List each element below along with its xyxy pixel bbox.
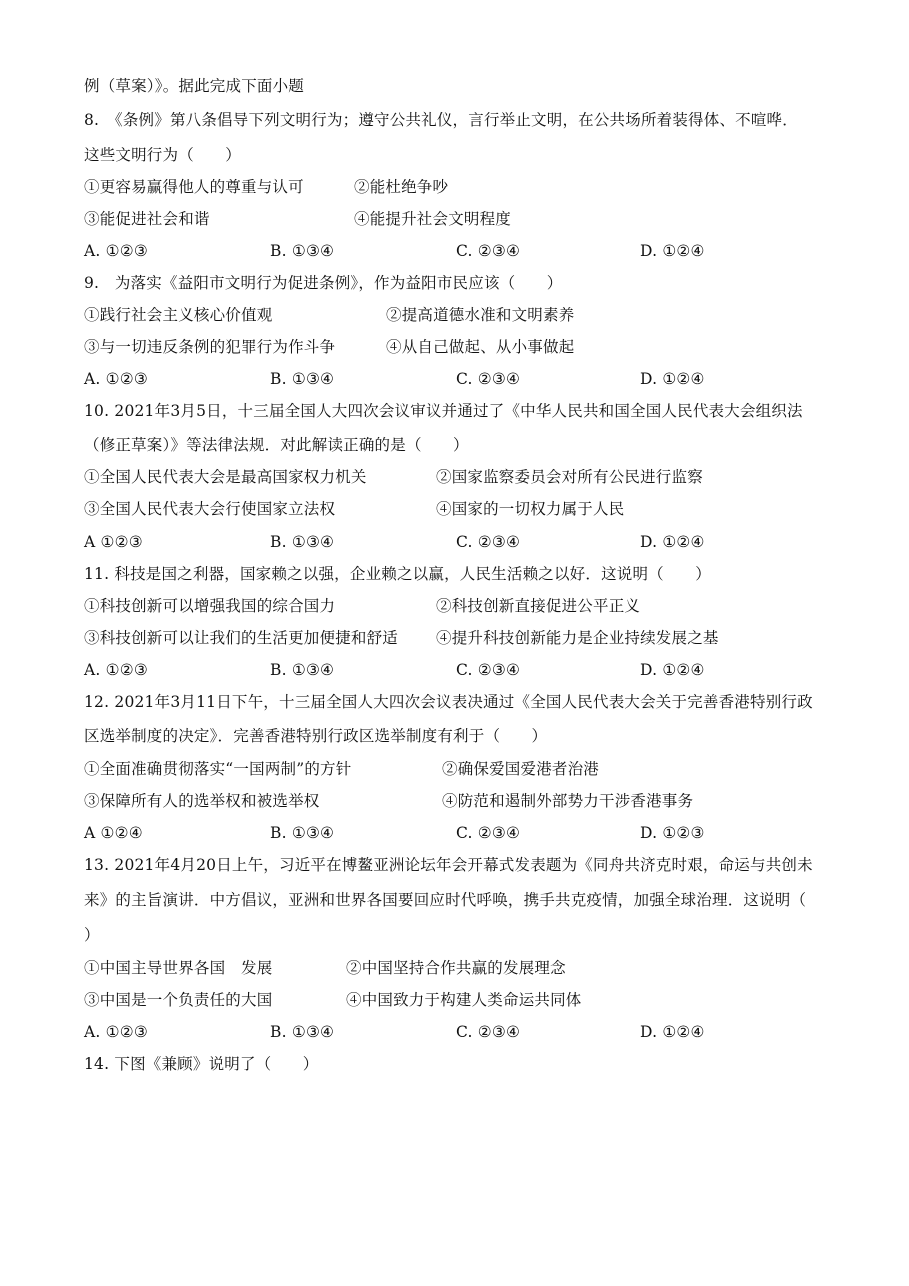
question-8-option-3: ③能促进社会和谐 — [84, 210, 210, 228]
question-10-option-2: ②国家监察委员会对所有公民进行监察 — [436, 468, 703, 486]
question-9-stem-line-1: 9. 为落实《益阳市文明行为促进条例》，作为益阳市民应该（ ） — [84, 274, 563, 292]
question-10-option-1: ①全国人民代表大会是最高国家权力机关 — [84, 468, 367, 486]
question-9-answer-c: C. ②③④ — [456, 370, 521, 388]
question-11-answer-b: B. ①③④ — [270, 661, 335, 679]
question-10-option-3: ③全国人民代表大会行使国家立法权 — [84, 500, 336, 518]
question-10-answer-d: D. ①②④ — [640, 533, 705, 551]
question-12-answer-a: A ①②④ — [84, 824, 143, 842]
question-12-option-4: ④防范和遏制外部势力干涉香港事务 — [442, 792, 694, 810]
question-9-option-2: ②提高道德水准和文明素养 — [386, 306, 575, 324]
question-11-answer-d: D. ①②④ — [640, 661, 705, 679]
question-12-option-2: ②确保爱国爱港者治港 — [442, 760, 600, 778]
question-10-stem-line-1: 10. 2021年3月5日，十三届全国人大四次会议审议并通过了《中华人民共和国全国人民代表大会组织法 — [84, 402, 803, 420]
question-11-option-1: ①科技创新可以增强我国的综合国力 — [84, 597, 336, 615]
question-12-answer-d: D. ①②③ — [640, 824, 705, 842]
question-10-stem-line-2: （修正草案）》等法律法规．对此解读正确的是（ ） — [84, 436, 469, 454]
question-8-answer-b: B. ①③④ — [270, 242, 335, 260]
question-9-answer-d: D. ①②④ — [640, 370, 705, 388]
question-13-stem-line-1: 13. 2021年4月20日上午，习近平在博鳌亚洲论坛年会开幕式发表题为《同舟共济克时艰，命运与共创未 — [84, 856, 813, 874]
question-13-stem-line-3: ） — [84, 926, 100, 944]
question-13-option-1: ①中国主导世界各国 发展 — [84, 959, 273, 977]
question-9-option-3: ③与一切违反条例的犯罪行为作斗争 — [84, 338, 336, 356]
question-10-answer-a: A ①②③ — [84, 533, 143, 551]
question-10-option-4: ④国家的一切权力属于人民 — [436, 500, 625, 518]
question-12-stem-line-2: 区选举制度的决定》．完善香港特别行政区选举制度有利于（ ） — [84, 727, 548, 745]
question-10-answer-b: B. ①③④ — [270, 533, 335, 551]
question-14-stem-line-1: 14. 下图《兼顾》说明了（ ） — [84, 1055, 319, 1073]
question-8-answer-c: C. ②③④ — [456, 242, 521, 260]
question-9-answer-b: B. ①③④ — [270, 370, 335, 388]
question-10-answer-c: C. ②③④ — [456, 533, 521, 551]
question-13-answer-d: D. ①②④ — [640, 1023, 705, 1041]
question-11-option-4: ④提升科技创新能力是企业持续发展之基 — [436, 629, 719, 647]
question-13-stem-line-2: 来》的主旨演讲．中方倡议，亚洲和世界各国要回应时代呼唤，携手共克疫情，加强全球治理．这说明（ — [84, 891, 807, 909]
question-13-answer-b: B. ①③④ — [270, 1023, 335, 1041]
question-13-option-4: ④中国致力于构建人类命运共同体 — [346, 991, 582, 1009]
question-9-option-1: ①践行社会主义核心价值观 — [84, 306, 273, 324]
question-11-answer-c: C. ②③④ — [456, 661, 521, 679]
question-9-option-4: ④从自己做起、从小事做起 — [386, 338, 575, 356]
question-11-option-2: ②科技创新直接促进公平正义 — [436, 597, 641, 615]
question-13-option-2: ②中国坚持合作共赢的发展理念 — [346, 959, 566, 977]
question-8-stem-line-2: 这些文明行为（ ） — [84, 146, 242, 164]
intro-text: 例（草案）》。据此完成下面小题 — [84, 77, 305, 95]
question-12-answer-c: C. ②③④ — [456, 824, 521, 842]
question-11-stem-line-1: 11. 科技是国之利器，国家赖之以强，企业赖之以赢，人民生活赖之以好．这说明（ ） — [84, 565, 711, 583]
question-8-option-1: ①更容易赢得他人的尊重与认可 — [84, 178, 304, 196]
question-12-option-3: ③保障所有人的选举权和被选举权 — [84, 792, 320, 810]
question-8-option-4: ④能提升社会文明程度 — [354, 210, 512, 228]
question-12-answer-b: B. ①③④ — [270, 824, 335, 842]
question-8-option-2: ②能杜绝争吵 — [354, 178, 449, 196]
question-13-answer-c: C. ②③④ — [456, 1023, 521, 1041]
question-13-answer-a: A. ①②③ — [84, 1023, 148, 1041]
question-8-stem-line-1: 8. 《条例》第八条倡导下列文明行为；遵守公共礼仪，言行举止文明，在公共场所着装得体、不喧哗． — [84, 111, 798, 129]
question-8-answer-a: A. ①②③ — [84, 242, 148, 260]
question-11-answer-a: A. ①②③ — [84, 661, 148, 679]
question-12-stem-line-1: 12. 2021年3月11日下午，十三届全国人大四次会议表决通过《全国人民代表大会关于完善香港特别行政 — [84, 693, 813, 711]
question-9-answer-a: A. ①②③ — [84, 370, 148, 388]
question-13-option-3: ③中国是一个负责任的大国 — [84, 991, 273, 1009]
question-12-option-1: ①全面准确贯彻落实“一国两制”的方针 — [84, 760, 352, 778]
question-8-answer-d: D. ①②④ — [640, 242, 705, 260]
question-11-option-3: ③科技创新可以让我们的生活更加便捷和舒适 — [84, 629, 399, 647]
